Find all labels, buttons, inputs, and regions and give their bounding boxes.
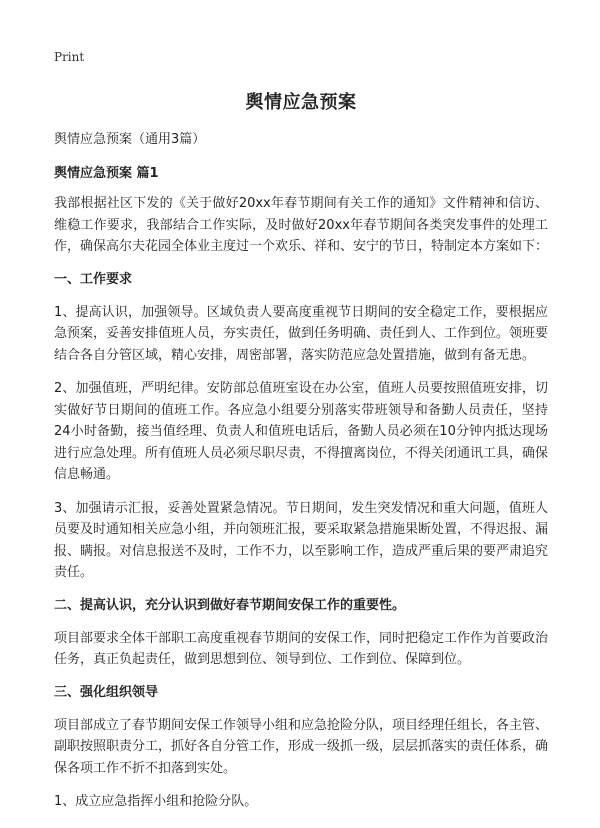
section1-heading: 一、工作要求 xyxy=(54,271,133,287)
section3-item1: 1、成立应急指挥小组和抢险分队。 xyxy=(54,794,258,809)
intro-paragraph: 我部根据社区下发的《关于做好20xx年春节期间有关工作的通知》文件精神和信访、维稳工作要求，我部结合工作实际，及时做好20xx年春节期间各类突发事件的处理工作，确保高尔夫花园全体业主度过一个欢乐、祥和、安宁的节日，特制定本方案如下： xyxy=(54,196,549,254)
article-heading: 舆情应急预案 篇1 xyxy=(54,166,159,181)
section3-paragraph: 项目部成立了春节期间安保工作领导小组和应急抢险分队，项目经理任组长，各主管、副职按照职责分工，抓好各自分管工作，形成一级抓一级，层层抓落实的责任体系，确保各项工作不折不扣落到实处。 xyxy=(54,717,549,776)
section2-heading: 二、提高认识，充分认识到做好春节期间安保工作的重要性。 xyxy=(54,597,406,613)
section1-item2: 2、加强值班，严明纪律。安防部总值班室设在办公室，值班人员要按照值班安排，切实做好节日期间的值班工作。各应急小组要分别落实带班领导和备勤人员责任，坚持24小时备勤，接当值经理、负责人和值班电话后，备勤人员必须在10分钟内抵达现场进行应急处理。所有值班人员必须尽职尽责，不得擅离岗位，不得关闭通讯工具，确保信息畅通。 xyxy=(54,381,549,482)
section3-heading: 三、强化组织领导 xyxy=(54,684,159,700)
section1-item3: 3、加强请示汇报，妥善处置紧急情况。节日期间，发生突发情况和重大问题，值班人员要及时通知相关应急小组，并向领班汇报，要采取紧急措施果断处置，不得迟报、漏报、瞒报。对信息报送不及时，工作不力，以至影响工作，造成严重后果的要严肃追究责任。 xyxy=(54,500,549,580)
page-title: 舆情应急预案 xyxy=(245,92,357,113)
print-link[interactable]: Print xyxy=(54,50,85,64)
document-subtitle: 舆情应急预案（通用3篇） xyxy=(54,132,206,147)
section1-item1: 1、提高认识，加强领导。区域负责人要高度重视节日期间的安全稳定工作，要根据应急预案，妥善安排值班人员，夯实责任，做到任务明确、责任到人、工作到位。领班要结合各自分管区域，精心安排，周密部署，落实防范应急处置措施，做到有备无患。 xyxy=(54,304,549,363)
section2-paragraph: 项目部要求全体干部职工高度重视春节期间的安保工作，同时把稳定工作作为首要政治任务，真正负起责任，做到思想到位、领导到位、工作到位、保障到位。 xyxy=(54,630,549,667)
